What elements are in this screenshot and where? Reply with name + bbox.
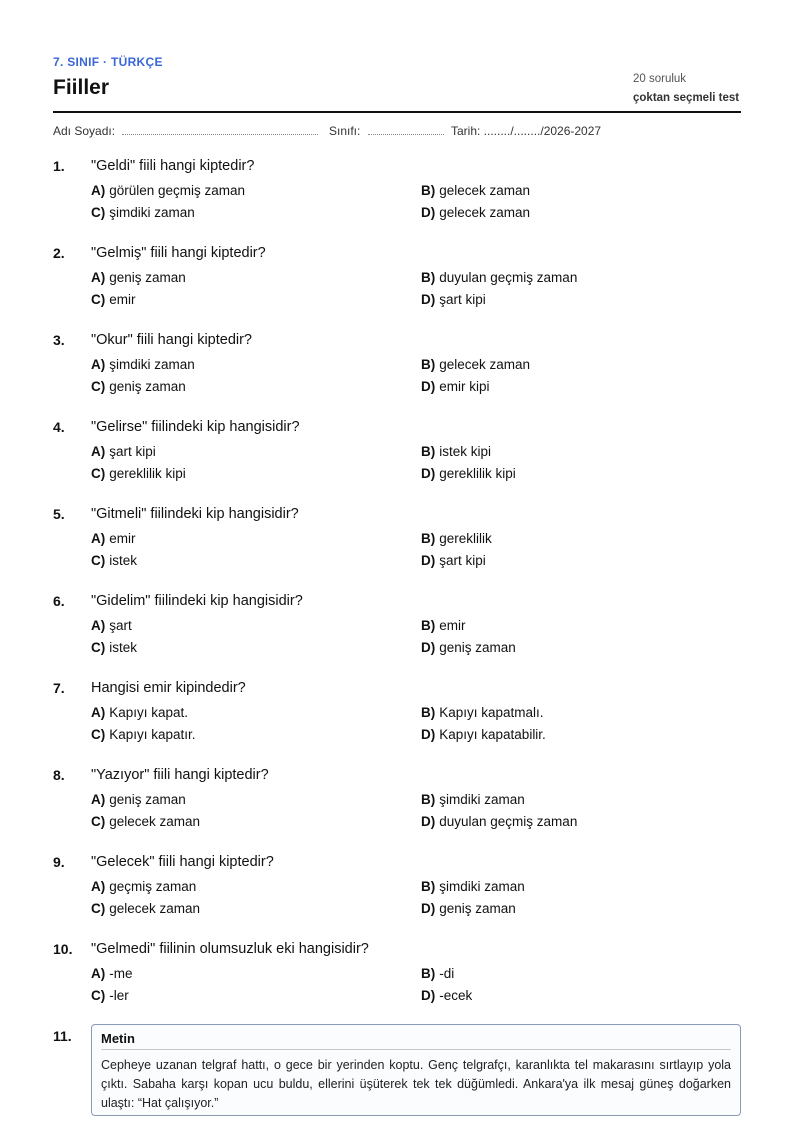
option-letter: C) — [91, 205, 106, 220]
option-letter: B) — [421, 444, 436, 459]
question-text: "Yazıyor" fiili hangi kiptedir? — [91, 767, 269, 783]
class-label: Sınıfı: — [329, 124, 361, 138]
option-b[interactable] — [421, 618, 466, 633]
date-field[interactable]: Tarih: ......../......../2026-2027 — [451, 124, 602, 138]
option-letter: C) — [91, 466, 106, 481]
option-text: duyulan geçmiş zaman — [439, 270, 578, 285]
option-c[interactable] — [91, 988, 129, 1003]
option-letter: C) — [91, 988, 106, 1003]
option-c[interactable] — [91, 814, 200, 829]
option-c[interactable] — [91, 901, 200, 916]
option-text: -di — [439, 966, 455, 981]
question-number: 4. — [53, 419, 65, 435]
option-text: duyulan geçmiş zaman — [439, 814, 578, 829]
option-letter: D) — [421, 553, 436, 568]
name-field[interactable] — [53, 124, 318, 138]
option-text: Kapıyı kapatır. — [109, 727, 196, 742]
question-item — [53, 767, 741, 837]
option-c[interactable] — [91, 292, 136, 307]
passage-divider — [101, 1049, 731, 1050]
option-letter: A) — [91, 966, 106, 981]
option-d[interactable] — [421, 988, 472, 1003]
option-letter: A) — [91, 618, 106, 633]
option-letter: A) — [91, 705, 106, 720]
option-letter: B) — [421, 357, 436, 372]
option-letter: C) — [91, 379, 106, 394]
option-text: emir — [439, 618, 466, 633]
option-a[interactable] — [91, 357, 195, 372]
option-text: gelecek zaman — [439, 183, 531, 198]
question-text: "Geldi" fiili hangi kiptedir? — [91, 158, 255, 174]
option-letter: A) — [91, 879, 106, 894]
option-a[interactable] — [91, 531, 136, 546]
option-letter: C) — [91, 901, 106, 916]
option-a[interactable] — [91, 618, 132, 633]
option-c[interactable] — [91, 640, 137, 655]
option-letter: C) — [91, 553, 106, 568]
question-number: 3. — [53, 332, 65, 348]
option-letter: D) — [421, 727, 436, 742]
option-letter: C) — [91, 292, 106, 307]
option-letter: B) — [421, 270, 436, 285]
option-text: istek — [109, 553, 138, 568]
question-text: "Gelirse" fiilindeki kip hangisidir? — [91, 419, 300, 435]
option-letter: B) — [421, 966, 436, 981]
option-text: gereklilik — [439, 531, 492, 546]
question-text: "Gidelim" fiilindeki kip hangisidir? — [91, 593, 303, 609]
option-text: gereklilik kipi — [439, 466, 516, 481]
option-text: gereklilik kipi — [109, 466, 186, 481]
option-text: Kapıyı kapatmalı. — [439, 705, 544, 720]
option-text: emir kipi — [439, 379, 490, 394]
option-text: geniş zaman — [439, 640, 516, 655]
question-number: 9. — [53, 854, 65, 870]
passage-title: Metin — [101, 1031, 135, 1046]
question-text: "Gelmedi" fiilinin olumsuzluk eki hangisidir? — [91, 941, 369, 957]
option-b[interactable] — [421, 270, 577, 285]
option-letter: D) — [421, 640, 436, 655]
option-text: şimdiki zaman — [439, 792, 525, 807]
option-d[interactable] — [421, 292, 486, 307]
class-blank[interactable] — [368, 124, 444, 135]
option-b[interactable] — [421, 357, 530, 372]
option-d[interactable] — [421, 379, 490, 394]
option-text: geçmiş zaman — [109, 879, 197, 894]
option-b[interactable] — [421, 792, 525, 807]
option-b[interactable] — [421, 705, 544, 720]
page-title: Fiiller — [53, 76, 110, 99]
option-text: gelecek zaman — [439, 205, 531, 220]
option-b[interactable] — [421, 966, 454, 981]
option-a[interactable] — [91, 444, 156, 459]
option-letter: D) — [421, 814, 436, 829]
question-text: "Gitmeli" fiilindeki kip hangisidir? — [91, 506, 299, 522]
option-letter: B) — [421, 183, 436, 198]
option-text: şimdiki zaman — [439, 879, 525, 894]
question-item — [53, 419, 741, 489]
option-text: şart kipi — [439, 292, 486, 307]
question-number: 11. — [53, 1028, 72, 1044]
question-count: 20 soruluk — [633, 73, 687, 85]
question-number: 8. — [53, 767, 65, 783]
class-field[interactable] — [329, 124, 444, 138]
option-a[interactable] — [91, 270, 186, 285]
option-letter: A) — [91, 531, 106, 546]
option-text: şart kipi — [439, 553, 486, 568]
question-number: 1. — [53, 158, 65, 174]
option-d[interactable] — [421, 553, 486, 568]
option-text: geniş zaman — [439, 901, 516, 916]
question-text: Hangisi emir kipindedir? — [91, 680, 246, 696]
option-letter: A) — [91, 792, 106, 807]
option-letter: A) — [91, 270, 106, 285]
option-text: istek — [109, 640, 138, 655]
question-item — [53, 158, 741, 228]
option-a[interactable] — [91, 966, 133, 981]
question-item — [53, 593, 741, 663]
option-d[interactable] — [421, 901, 516, 916]
option-letter: B) — [421, 531, 436, 546]
option-text: istek kipi — [439, 444, 492, 459]
option-b[interactable] — [421, 183, 530, 198]
worksheet-page — [53, 0, 741, 1110]
option-c[interactable] — [91, 379, 186, 394]
option-d[interactable] — [421, 640, 516, 655]
option-text: emir — [109, 292, 136, 307]
option-text: şimdiki zaman — [109, 357, 195, 372]
option-b[interactable] — [421, 879, 525, 894]
option-text: şart kipi — [109, 444, 156, 459]
question-number: 2. — [53, 245, 65, 261]
passage-text: Cepheye uzanan telgraf hattı, o gece bir yerinden koptu. Genç telgrafçı, karanlıkta tel makarasını sırtlayıp yola çıktı. Sabaha karşı kopan ucu buldu, ellerini üşüterek tek tek düğümledi. Ankara'ya ilk mesaj güneş doğarken ulaştı: “Hat çalışıyor.” — [101, 1058, 731, 1110]
option-letter: C) — [91, 640, 106, 655]
option-letter: D) — [421, 901, 436, 916]
grade-subject-label: 7. SINIF · TÜRKÇE — [53, 55, 163, 69]
option-text: gelecek zaman — [109, 814, 201, 829]
question-item — [53, 941, 741, 1011]
test-meta — [633, 71, 741, 106]
question-text: "Gelmiş" fiili hangi kiptedir? — [91, 245, 266, 261]
option-text: görülen geçmiş zaman — [109, 183, 246, 198]
option-letter: A) — [91, 444, 106, 459]
name-blank[interactable] — [122, 124, 318, 135]
name-label: Adı Soyadı: — [53, 124, 116, 138]
option-letter: D) — [421, 988, 436, 1003]
option-text: -ler — [109, 988, 129, 1003]
question-number: 10. — [53, 941, 73, 957]
question-item — [53, 332, 741, 402]
option-text: gelecek zaman — [439, 357, 531, 372]
option-letter: B) — [421, 792, 436, 807]
option-d[interactable] — [421, 814, 577, 829]
question-item — [53, 245, 741, 315]
option-letter: C) — [91, 727, 106, 742]
question-item — [53, 680, 741, 750]
option-d[interactable] — [421, 205, 530, 220]
option-b[interactable] — [421, 531, 492, 546]
option-letter: D) — [421, 205, 436, 220]
option-letter: B) — [421, 879, 436, 894]
option-d[interactable] — [421, 727, 546, 742]
option-text: Kapıyı kapat. — [109, 705, 189, 720]
question-text: "Gelecek" fiili hangi kiptedir? — [91, 854, 274, 870]
passage-box — [91, 1024, 741, 1116]
option-letter: D) — [421, 379, 436, 394]
option-letter: B) — [421, 618, 436, 633]
worksheet-header — [53, 0, 741, 113]
option-letter: B) — [421, 705, 436, 720]
question-text: "Okur" fiili hangi kiptedir? — [91, 332, 253, 348]
option-text: geniş zaman — [109, 792, 186, 807]
option-a[interactable] — [91, 705, 188, 720]
option-text: geniş zaman — [109, 379, 186, 394]
option-letter: C) — [91, 814, 106, 829]
test-type: çoktan seçmeli test — [633, 92, 740, 104]
option-c[interactable] — [91, 466, 186, 481]
option-c[interactable] — [91, 553, 137, 568]
question-number: 5. — [53, 506, 65, 522]
option-text: Kapıyı kapatabilir. — [439, 727, 546, 742]
option-letter: D) — [421, 466, 436, 481]
option-b[interactable] — [421, 444, 491, 459]
option-c[interactable] — [91, 205, 195, 220]
option-d[interactable] — [421, 466, 516, 481]
option-letter: A) — [91, 357, 106, 372]
option-text: -ecek — [439, 988, 473, 1003]
option-text: emir — [109, 531, 136, 546]
option-text: geniş zaman — [109, 270, 186, 285]
option-letter: D) — [421, 292, 436, 307]
option-a[interactable] — [91, 183, 245, 198]
option-text: gelecek zaman — [109, 901, 201, 916]
option-text: şimdiki zaman — [109, 205, 195, 220]
option-a[interactable] — [91, 792, 186, 807]
option-text: -me — [109, 966, 133, 981]
option-letter: A) — [91, 183, 106, 198]
option-text: şart — [109, 618, 132, 633]
question-number: 6. — [53, 593, 65, 609]
question-number: 7. — [53, 680, 65, 696]
question-item — [53, 854, 741, 924]
option-c[interactable] — [91, 727, 196, 742]
question-item — [53, 506, 741, 576]
option-a[interactable] — [91, 879, 196, 894]
